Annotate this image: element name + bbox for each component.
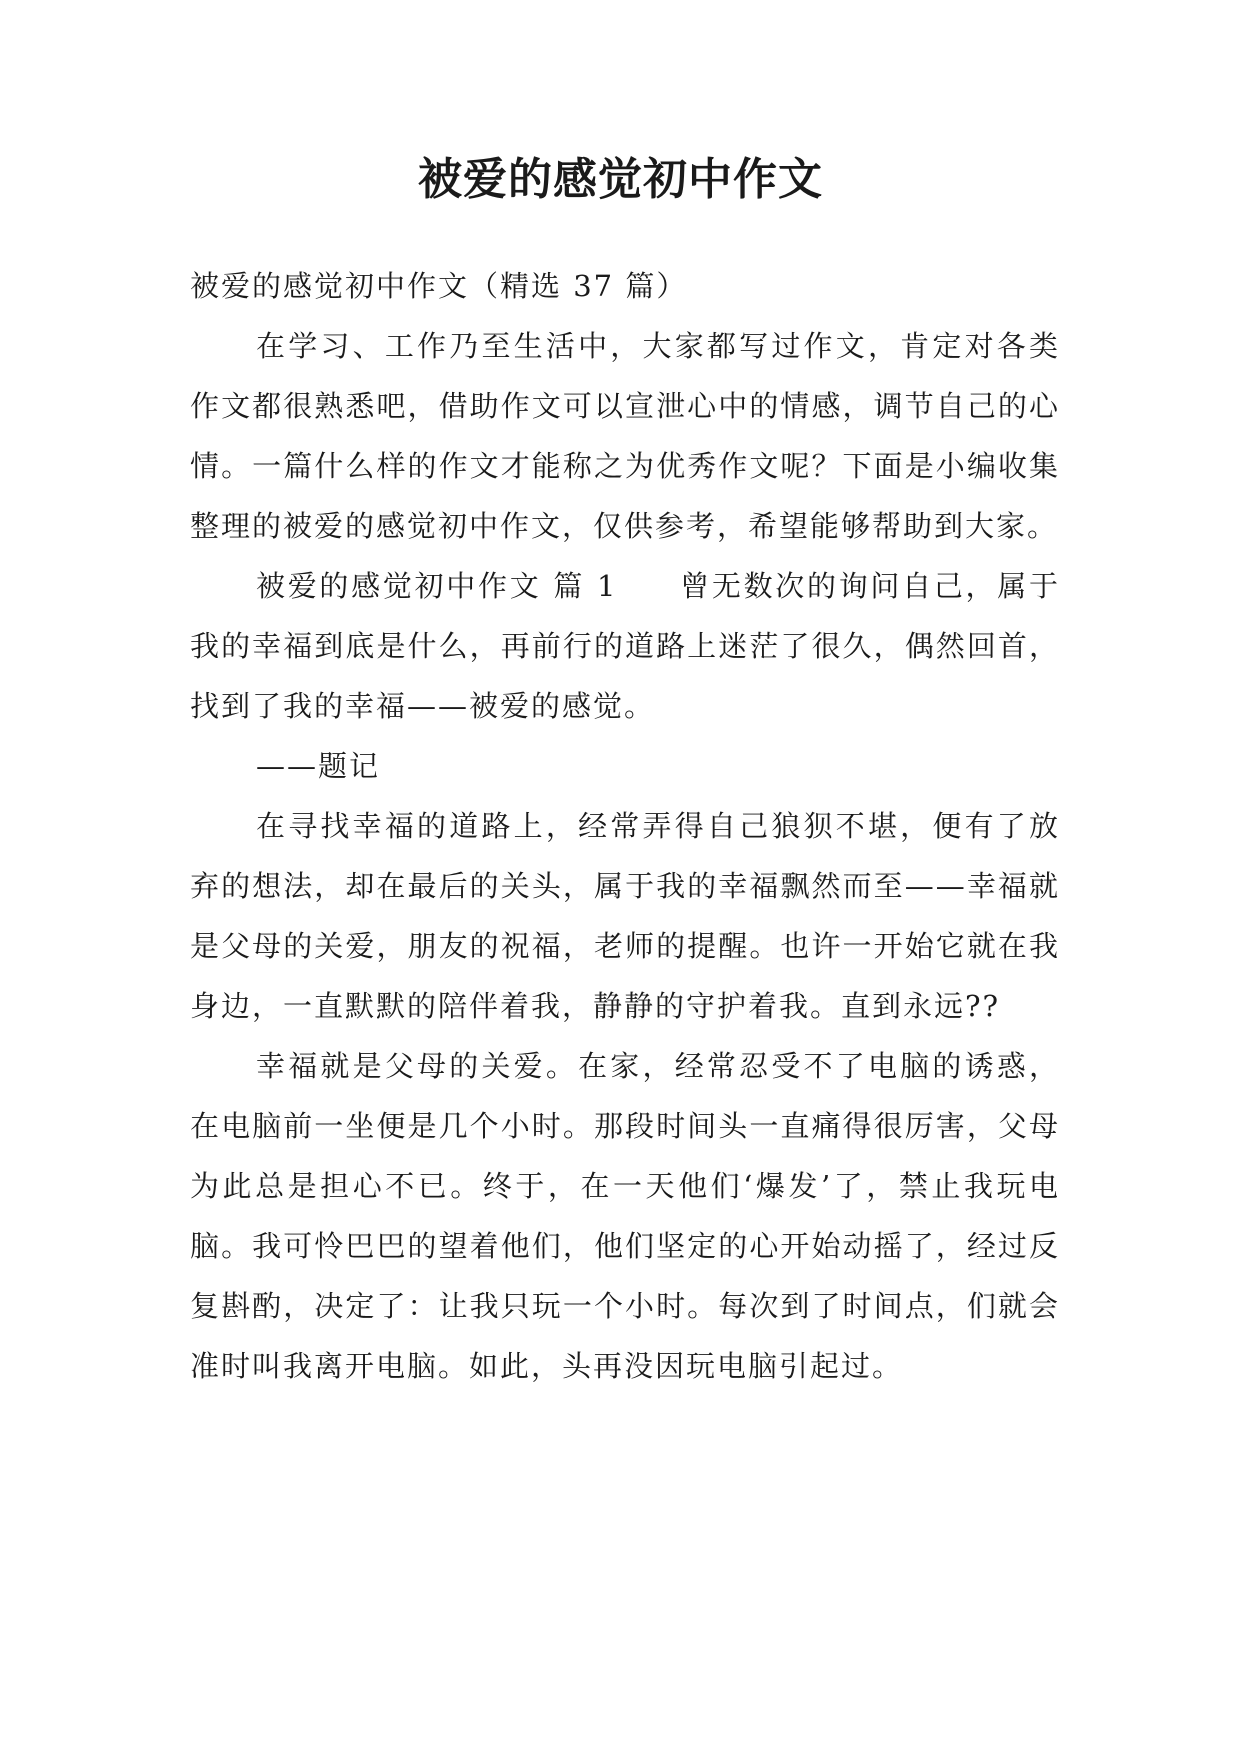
- section-heading: 被爱的感觉初中作文 篇 1: [256, 569, 618, 603]
- inscription-line: ——题记: [256, 749, 381, 783]
- section-lead-text: 曾无数次的询问自己，属于我的幸福到底是什么，再前行的道路上迷茫了很久，偶然回首，找到了我的幸福——被爱的感觉。: [190, 569, 1060, 723]
- intro-paragraph: 在学习、工作乃至生活中，大家都写过作文，肯定对各类作文都很熟悉吧，借助作文可以宣泄心中的情感，调节自己的心情。一篇什么样的作文才能称之为优秀作文呢？下面是小编收集整理的被爱的感觉初中作文，仅供参考，希望能够帮助到大家。: [190, 329, 1060, 543]
- body-paragraph-1: 在寻找幸福的道路上，经常弄得自己狼狈不堪，便有了放弃的想法，却在最后的关头，属于我的幸福飘然而至——幸福就是父母的关爱，朋友的祝福，老师的提醒。也许一开始它就在我身边，一直默默的陪伴着我，静静的守护着我。直到永远??: [190, 809, 1060, 1023]
- document-body: [190, 256, 1060, 1396]
- document-subtitle: 被爱的感觉初中作文（精选 37 篇）: [190, 269, 688, 303]
- body-paragraph-2: 幸福就是父母的关爱。在家，经常忍受不了电脑的诱惑，在电脑前一坐便是几个小时。那段时间头一直痛得很厉害，父母为此总是担心不已。终于，在一天他们‘爆发’了，禁止我玩电脑。我可怜巴巴的望着他们，他们坚定的心开始动摇了，经过反复斟酌，决定了：让我只玩一个小时。每次到了时间点，们就会准时叫我离开电脑。如此，头再没因玩电脑引起过。: [190, 1049, 1060, 1383]
- document-title: 被爱的感觉初中作文: [418, 154, 823, 205]
- section-1-paragraph: [190, 556, 1060, 736]
